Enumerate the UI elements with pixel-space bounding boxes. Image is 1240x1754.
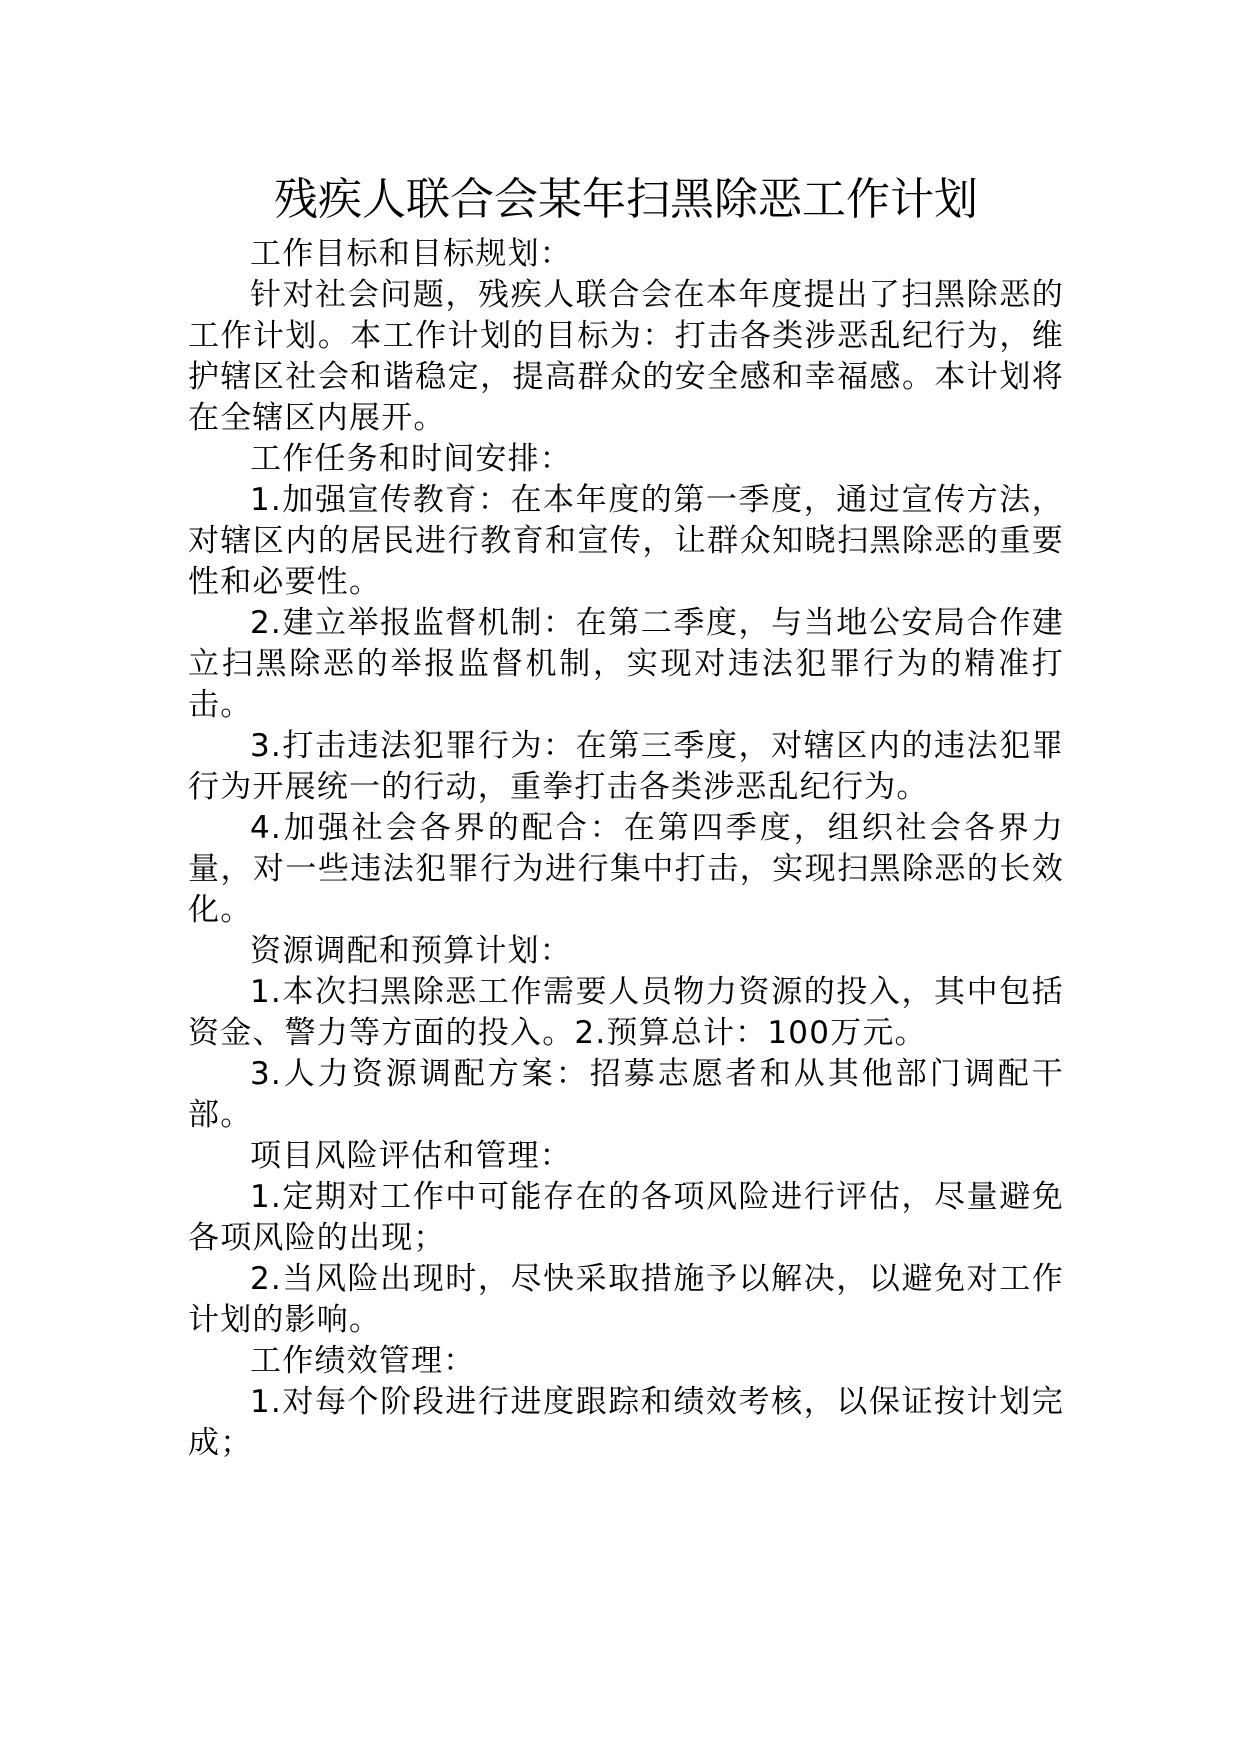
paragraph-resources-1: 1.本次扫黑除恶工作需要人员物力资源的投入，其中包括资金、警力等方面的投入。2.预算总计：100万元。 (188, 974, 1064, 1051)
paragraph-goals: 针对社会问题，残疾人联合会在本年度提出了扫黑除恶的工作计划。本工作计划的目标为：打击各类涉恶乱纪行为，维护辖区社会和谐稳定，提高群众的安全感和幸福感。本计划将在全辖区内展开。 (188, 277, 1064, 436)
document-title: 残疾人联合会某年扫黑除恶工作计划 (274, 174, 978, 225)
section-heading-performance: 工作绩效管理： (250, 1343, 476, 1379)
paragraph-task-1: 1.加强宣传教育：在本年度的第一季度，通过宣传方法，对辖区内的居民进行教育和宣传，让群众知晓扫黑除恶的重要性和必要性。 (188, 482, 1064, 600)
paragraph-resources-3: 3.人力资源调配方案：招募志愿者和从其他部门调配干部。 (188, 1056, 1064, 1133)
paragraph-task-3: 3.打击违法犯罪行为：在第三季度，对辖区内的违法犯罪行为开展统一的行动，重拳打击各类涉恶乱纪行为。 (188, 728, 1064, 805)
section-heading-tasks: 工作任务和时间安排： (250, 441, 572, 477)
document-page (188, 168, 1064, 1464)
section-heading-resources: 资源调配和预算计划： (250, 933, 572, 969)
paragraph-risk-1: 1.定期对工作中可能存在的各项风险进行评估，尽量避免各项风险的出现； (188, 1179, 1064, 1256)
section-heading-risk: 项目风险评估和管理： (250, 1138, 572, 1174)
section-heading-goals: 工作目标和目标规划： (250, 236, 572, 272)
paragraph-task-2: 2.建立举报监督机制：在第二季度，与当地公安局合作建立扫黑除恶的举报监督机制，实现对违法犯罪行为的精准打击。 (188, 605, 1064, 723)
paragraph-task-4: 4.加强社会各界的配合：在第四季度，组织社会各界力量，对一些违法犯罪行为进行集中打击，实现扫黑除恶的长效化。 (188, 810, 1064, 928)
paragraph-risk-2: 2.当风险出现时，尽快采取措施予以解决，以避免对工作计划的影响。 (188, 1261, 1064, 1338)
paragraph-performance-1: 1.对每个阶段进行进度跟踪和绩效考核，以保证按计划完成； (188, 1384, 1064, 1461)
